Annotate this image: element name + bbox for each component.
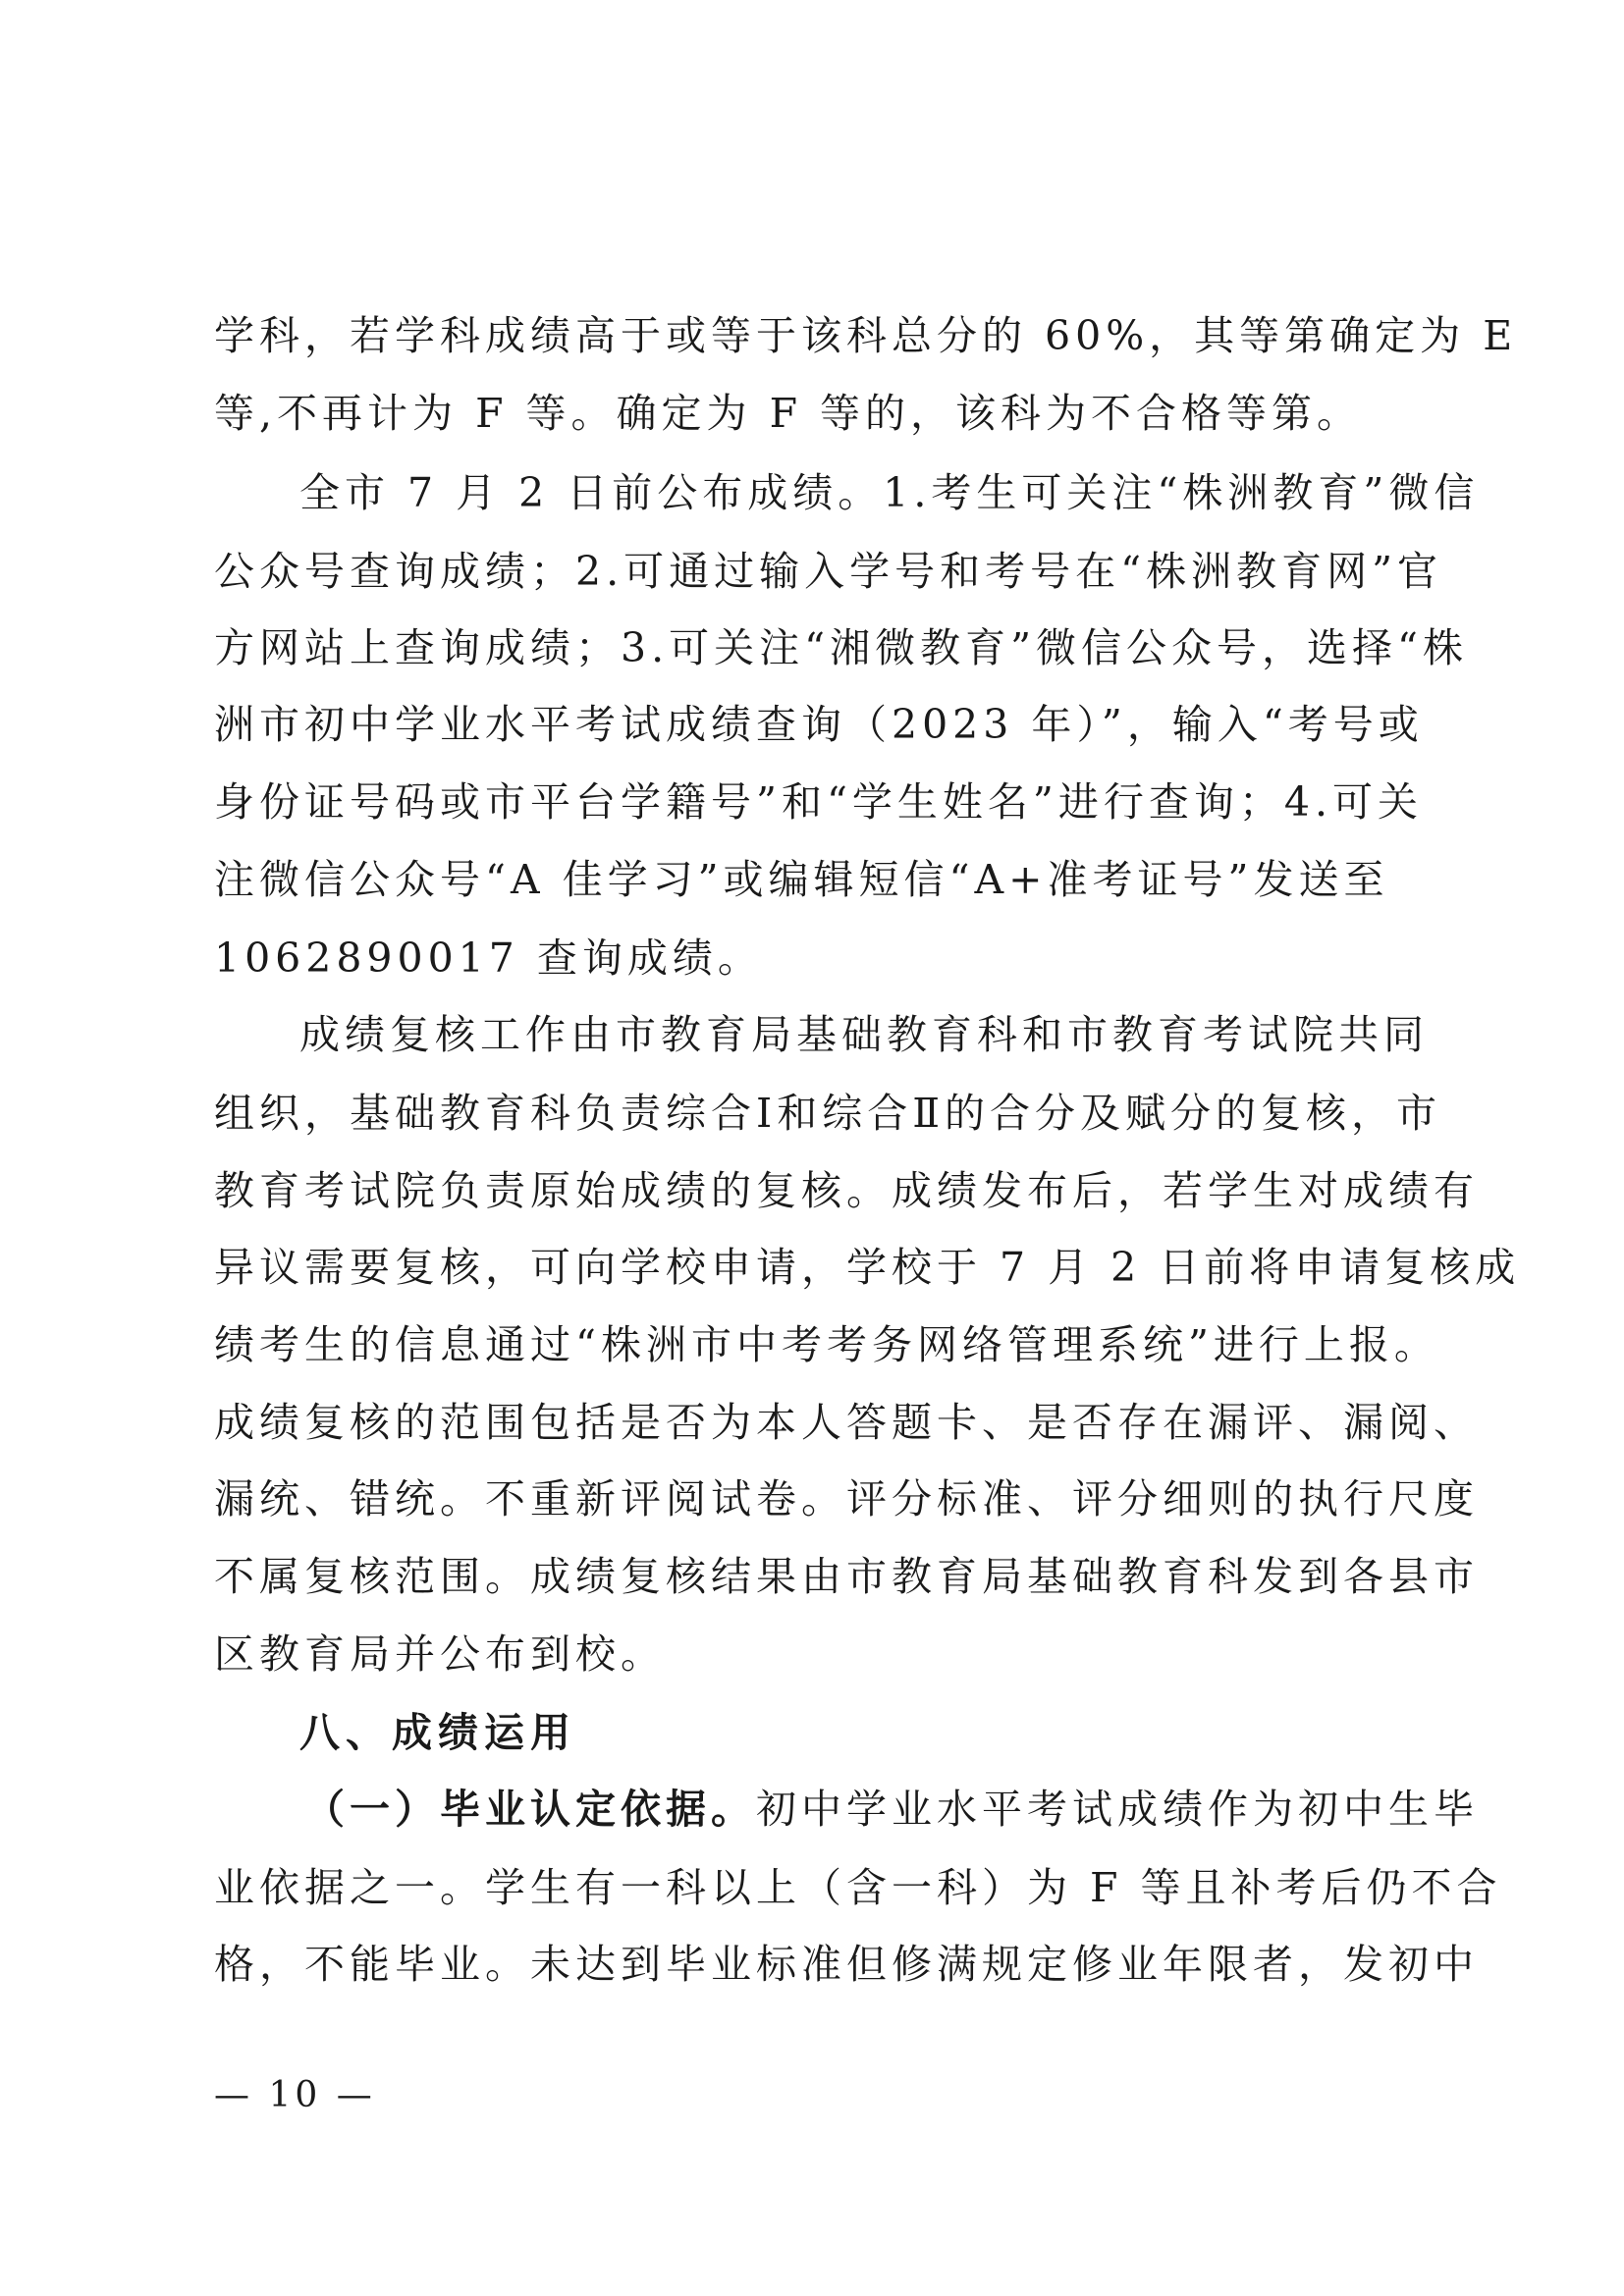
body-line-5: 方网站上查询成绩；3.可关注“湘微教育”微信公众号，选择“株 [214,624,1468,671]
body-line-8: 注微信公众号“A 佳学习”或编辑短信“A+准考证号”发送至 [214,856,1389,903]
body-line-15: 成绩复核的范围包括是否为本人答题卡、是否存在漏评、漏阅、 [214,1399,1479,1446]
body-line-11: 组织，基础教育科负责综合Ⅰ和综合Ⅱ的合分及赋分的复核，市 [214,1090,1442,1137]
body-line-7: 身份证号码或市平台学籍号”和“学生姓名”进行查询；4.可关 [214,778,1423,826]
body-line-17: 不属复核范围。成绩复核结果由市教育局基础教育科发到各县市 [214,1553,1479,1600]
subsection-first-line [304,1769,1479,1849]
body-line-14: 绩考生的信息通过“株洲市中考考务网络管理系统”进行上报。 [214,1321,1439,1368]
body-line-2: 等,不再计为 F 等。确定为 F 等的，该科为不合格等第。 [214,390,1363,437]
body-line-1: 学科，若学科成绩高于或等于该科总分的 60%，其等第确定为 E [214,312,1518,359]
subsection-title: （一）毕业认定依据。 [304,1786,756,1833]
section-heading: 八、成绩运用 [299,1709,576,1756]
body-line-13: 异议需要复核，可向学校申请，学校于 7 月 2 日前将申请复核成 [214,1244,1521,1291]
body-line-3: 全市 7 月 2 日前公布成绩。1.考生可关注“株洲教育”微信 [299,469,1480,516]
body-line-6: 洲市初中学业水平考试成绩查询（2023 年）”，输入“考号或 [214,701,1424,748]
body-line-12: 教育考试院负责原始成绩的复核。成绩发布后，若学生对成绩有 [214,1167,1479,1214]
body-line-16: 漏统、错统。不重新评阅试卷。评分标准、评分细则的执行尺度 [214,1475,1479,1522]
subsection-first-line-text: 初中学业水平考试成绩作为初中生毕 [756,1786,1479,1833]
body-line-4: 公众号查询成绩；2.可通过输入学号和考号在“株洲教育网”官 [214,548,1443,595]
subsection-line-3: 格，不能毕业。未达到毕业标准但修满规定修业年限者，发初中 [214,1941,1479,1988]
page-number: — 10 — [214,2075,376,2115]
subsection-line-2: 业依据之一。学生有一科以上（含一科）为 F 等且补考后仍不合 [214,1864,1502,1911]
body-line-18: 区教育局并公布到校。 [214,1630,666,1678]
body-line-9: 1062890017 查询成绩。 [214,934,763,982]
body-line-10: 成绩复核工作由市教育局基础教育科和市教育考试院共同 [299,1011,1429,1058]
